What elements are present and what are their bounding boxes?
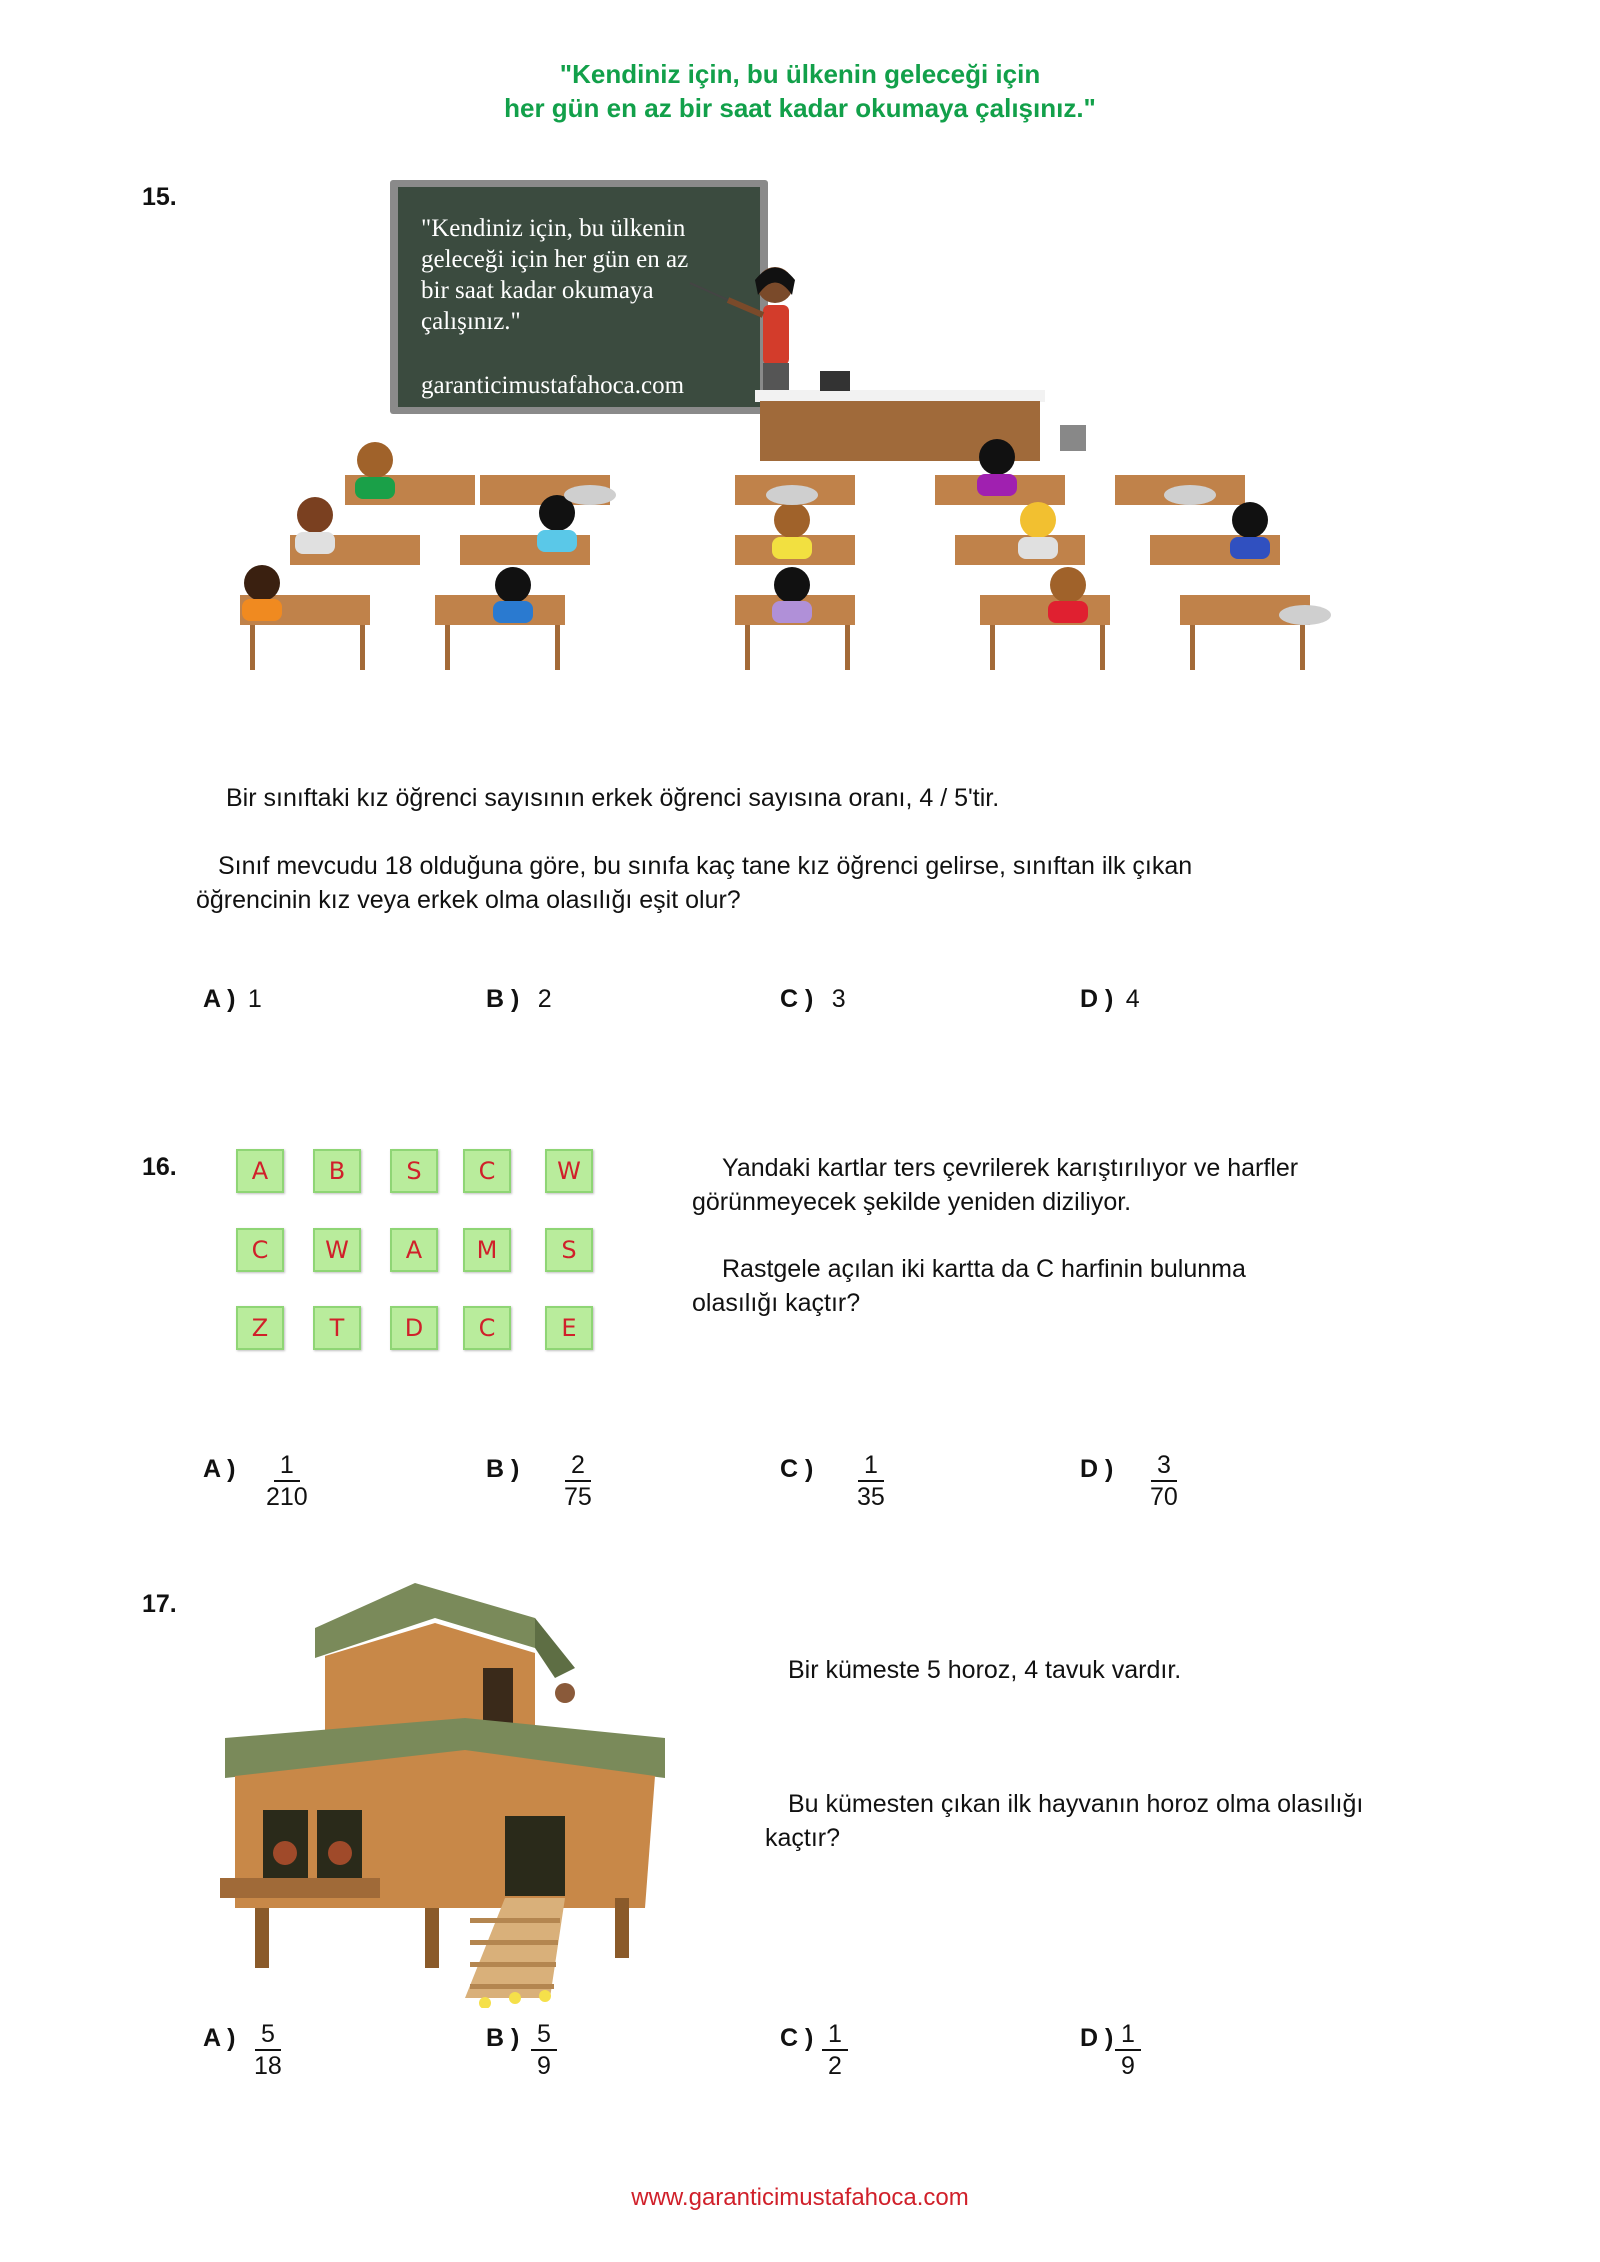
question-15-text-2b: öğrencinin kız veya erkek olma olasılığı eşit olur? [196, 886, 741, 914]
numerator: 1 [1115, 2019, 1141, 2051]
numerator: 3 [1151, 1450, 1177, 1482]
letter-card[interactable]: C [236, 1228, 284, 1272]
option-value: 3 [831, 985, 846, 1013]
question-17-option-d-fraction[interactable] [1115, 2019, 1141, 2081]
question-17-option-b-letter[interactable]: B ) [486, 2024, 520, 2052]
question-16-option-d-letter[interactable]: D ) [1080, 1455, 1114, 1483]
question-17-text-2b: kaçtır? [765, 1824, 841, 1852]
question-16-text-1a: Yandaki kartlar ters çevrilerek karıştırılıyor ve harfler [722, 1154, 1299, 1182]
teacher-desk [755, 371, 1086, 461]
option-value: 4 [1125, 985, 1140, 1013]
question-16-option-a-letter[interactable]: A ) [203, 1455, 236, 1483]
header-quote-line-2: her gün en az bir saat kadar okumaya çalışınız." [504, 93, 1096, 123]
letter-card[interactable]: B [313, 1149, 361, 1193]
header-quote-line-1: "Kendiniz için, bu ülkenin geleceği için [559, 59, 1041, 89]
numerator: 1 [858, 1450, 884, 1482]
denominator: 75 [564, 1483, 592, 1511]
question-17-text-1: Bir kümeste 5 horoz, 4 tavuk vardır. [788, 1656, 1182, 1684]
letter-card[interactable]: W [313, 1228, 361, 1272]
letter-card[interactable]: A [390, 1228, 438, 1272]
numerator: 5 [531, 2019, 557, 2051]
letter-card[interactable]: S [390, 1149, 438, 1193]
question-16-text-1b: görünmeyecek şekilde yeniden diziliyor. [692, 1188, 1132, 1216]
blackboard-line-2: geleceği için her gün en az [421, 246, 689, 273]
blackboard-line-1: "Kendiniz için, bu ülkenin [421, 215, 686, 242]
question-17-option-a-fraction[interactable] [250, 2019, 286, 2081]
denominator: 210 [266, 1483, 308, 1511]
question-17-option-a-letter[interactable]: A ) [203, 2024, 236, 2052]
letter-card[interactable]: C [463, 1306, 511, 1350]
question-15-number: 15. [142, 183, 177, 211]
letter-card[interactable]: D [390, 1306, 438, 1350]
option-letter: C ) [780, 985, 814, 1013]
numerator: 2 [565, 1450, 591, 1482]
denominator: 9 [1121, 2052, 1135, 2080]
question-15-option-b[interactable] [486, 985, 552, 1014]
option-letter: B ) [486, 985, 520, 1013]
question-17-option-d-letter[interactable]: D ) [1080, 2024, 1114, 2052]
letter-card[interactable]: M [463, 1228, 511, 1272]
question-16-text-2b: olasılığı kaçtır? [692, 1289, 861, 1317]
question-16-option-c-fraction[interactable] [853, 1450, 889, 1512]
question-16-text-2a: Rastgele açılan iki kartta da C harfinin bulunma [722, 1255, 1246, 1283]
question-17-number: 17. [142, 1590, 177, 1618]
question-17-option-c-letter[interactable]: C ) [780, 2024, 814, 2052]
denominator: 9 [537, 2052, 551, 2080]
letter-card[interactable]: E [545, 1306, 593, 1350]
option-value: 1 [247, 985, 262, 1013]
letter-card[interactable]: T [313, 1306, 361, 1350]
numerator: 1 [274, 1450, 300, 1482]
denominator: 35 [857, 1483, 885, 1511]
question-16-number: 16. [142, 1153, 177, 1181]
question-15-text-1: Bir sınıftaki kız öğrenci sayısının erkek öğrenci sayısına oranı, 4 / 5'tir. [226, 784, 1000, 812]
denominator: 2 [828, 2052, 842, 2080]
numerator: 1 [822, 2019, 848, 2051]
footer-url[interactable]: www.garanticimustafahoca.com [631, 2184, 969, 2211]
question-17-text-2a: Bu kümesten çıkan ilk hayvanın horoz olma olasılığı [788, 1790, 1364, 1818]
letter-card[interactable]: W [545, 1149, 593, 1193]
letter-card[interactable]: Z [236, 1306, 284, 1350]
classroom-illustration [180, 175, 1380, 705]
option-letter: A ) [203, 985, 236, 1013]
denominator: 70 [1150, 1483, 1178, 1511]
blackboard-line-3: bir saat kadar okumaya [421, 277, 654, 304]
question-15-option-c[interactable] [780, 985, 846, 1014]
letter-card[interactable]: C [463, 1149, 511, 1193]
students [242, 439, 1331, 625]
question-15-text-2a: Sınıf mevcudu 18 olduğuna göre, bu sınıfa kaç tane kız öğrenci gelirse, sınıftan ilk çıkan [218, 852, 1193, 880]
question-15-option-d[interactable] [1080, 985, 1140, 1014]
numerator: 5 [255, 2019, 281, 2051]
question-16-option-b-letter[interactable]: B ) [486, 1455, 520, 1483]
question-17-option-b-fraction[interactable] [531, 2019, 557, 2081]
blackboard-site: garanticimustafahoca.com [421, 372, 685, 399]
question-16-option-c-letter[interactable]: C ) [780, 1455, 814, 1483]
option-value: 2 [537, 985, 552, 1013]
question-17-option-c-fraction[interactable] [822, 2019, 848, 2081]
question-15-option-a[interactable] [203, 985, 262, 1014]
letter-card[interactable]: A [236, 1149, 284, 1193]
letter-card[interactable]: S [545, 1228, 593, 1272]
question-16-option-b-fraction[interactable] [560, 1450, 596, 1512]
student-desks [240, 475, 1310, 670]
option-letter: D ) [1080, 985, 1114, 1013]
question-16-option-d-fraction[interactable] [1146, 1450, 1182, 1512]
blackboard-line-4: çalışınız." [421, 308, 521, 335]
denominator: 18 [254, 2052, 282, 2080]
question-16-option-a-fraction[interactable] [262, 1450, 312, 1512]
chicken-coop-illustration [215, 1578, 675, 2008]
